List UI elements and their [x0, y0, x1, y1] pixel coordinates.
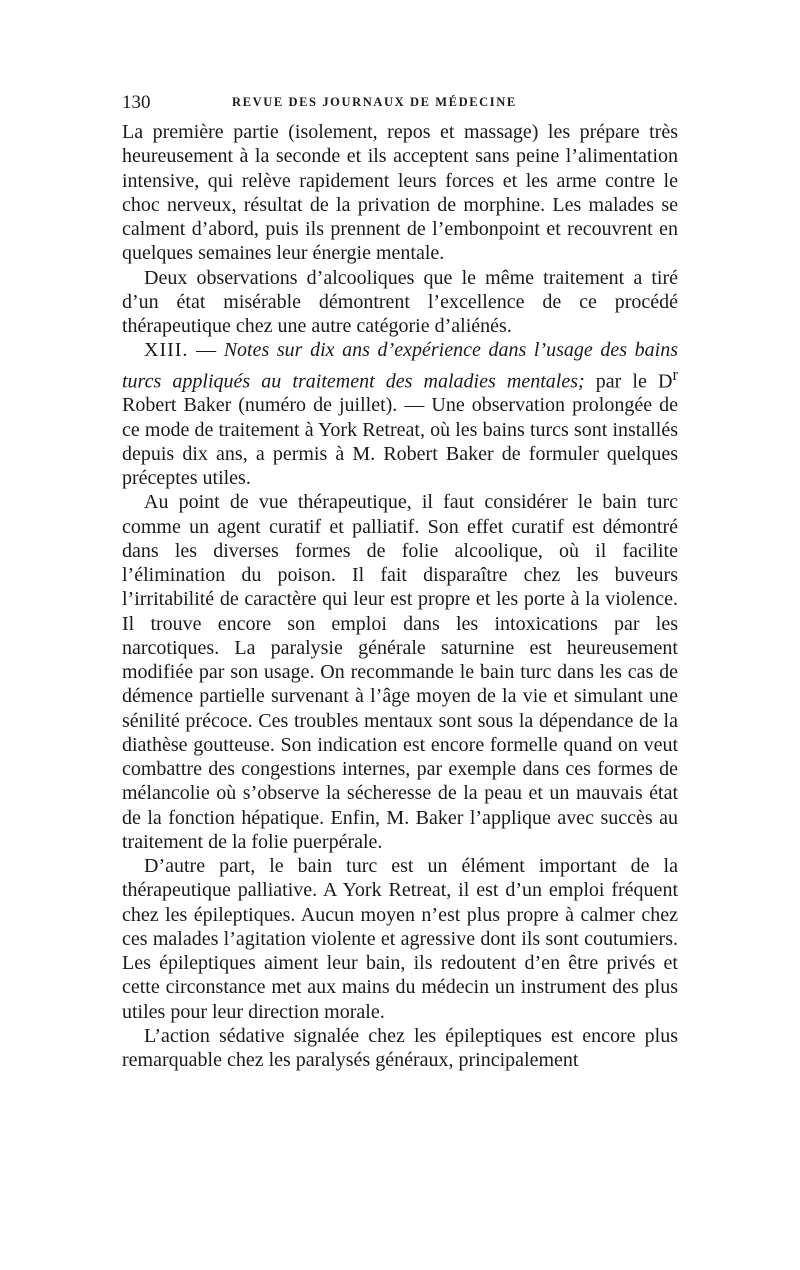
paragraph-2: Deux observations d’alcooliques que le même traitement a tiré d’un état misérable démontrent l’excellence de ce procédé thérapeutique chez une autre catégorie d’aliénés.: [122, 266, 678, 337]
book-page: [122, 92, 678, 1072]
page-header: [122, 92, 678, 118]
article-title: Notes sur dix ans d’expérience dans l’usage des bains turcs appliqués au traitement des maladies mentales;: [122, 339, 679, 393]
paragraph-3-section-xiii: [122, 338, 678, 490]
section-dash: —: [188, 339, 224, 362]
paragraph-4: Au point de vue thérapeutique, il faut considérer le bain turc comme un agent curatif et palliatif. Son effet curatif est démontré dans les diverses formes de folie alcoolique, où il facilite l’élimination du poison. Il fait disparaître chez les buveurs l’irritabilité de caractère qui leur est propre et les porte à la violence. Il trouve encore son emploi dans les intoxications par les narcotiques. La paralysie générale saturnine est heureusement modifiée par son usage. On recommande le bain turc dans les cas de démence partielle survenant à l’âge moyen de la vie et simulant une sénilité précoce. Ces troubles mentaux sont sous la dépendance de la diathèse goutteuse. Son indication est encore formelle quand on veut combattre des congestions internes, par exemple dans ces formes de mélancolie où s’observe la sécheresse de la peau et un mauvais état de la fonction hépatique. Enfin, M. Baker l’applique avec succès au traitement de la folie puerpérale.: [122, 491, 678, 853]
author-prefix: par le D: [584, 370, 673, 393]
paragraph-1: La première partie (isolement, repos et massage) les prépare très heureusement à la seconde et ils acceptent sans peine l’alimentation intensive, qui relève rapidement leurs forces et les arme contre le choc nerveux, résultat de la privation de morphine. Les malades se calment d’abord, puis ils prennent de l’embonpoint et recouvrent en quelques semaines leur énergie mentale.: [122, 121, 678, 265]
section-summary: Robert Baker (numéro de juillet). — Une observation prolongée de ce mode de traitement à York Retreat, où les bains turcs sont installés depuis dix ans, a permis à M. Robert Baker de formuler quelques préceptes utiles.: [122, 394, 678, 490]
page-number: 130: [122, 92, 151, 113]
doctor-superscript: r: [672, 364, 678, 384]
running-head: REVUE DES JOURNAUX DE MÉDECINE: [232, 95, 517, 109]
paragraph-5: D’autre part, le bain turc est un élément important de la thérapeutique palliative. A York Retreat, il est d’un emploi fréquent chez les épileptiques. Aucun moyen n’est plus propre à calmer chez ces malades l’agitation violente et agressive dont ils sont coutumiers. Les épileptiques aiment leur bain, ils redoutent d’en être privés et cette circonstance met aux mains du médecin un instrument des plus utiles pour leur direction morale.: [122, 855, 678, 1023]
body-text: [122, 120, 678, 1072]
paragraph-6: L’action sédative signalée chez les épileptiques est encore plus remarquable chez les paralysés généraux, principalement: [122, 1024, 678, 1072]
section-number: XIII.: [144, 339, 189, 362]
